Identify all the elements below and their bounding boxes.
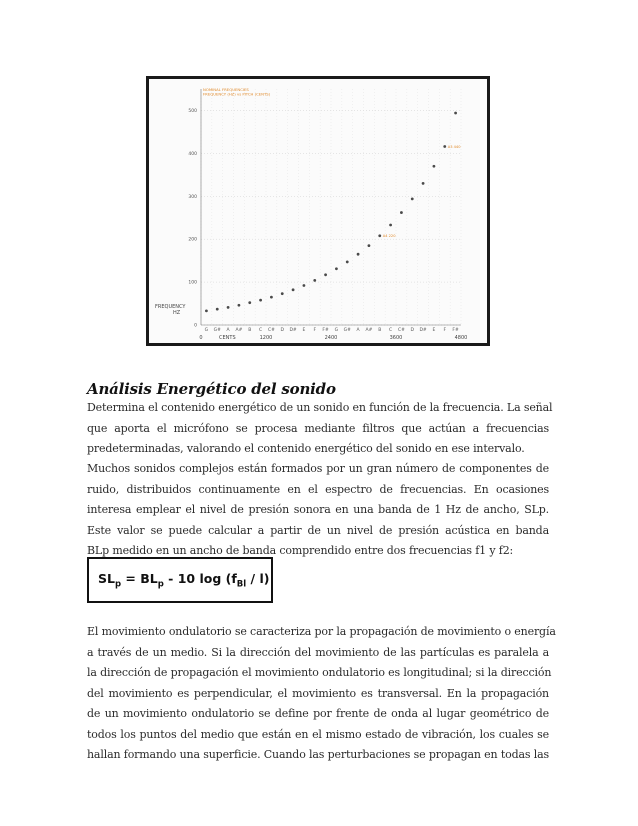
- note-tick-label: B: [248, 328, 252, 333]
- legend-line: FREQUENCY (HZ) vs PITCH (CENTS): [203, 91, 271, 97]
- note-tick-label: G#: [343, 328, 351, 333]
- note-tick-label: F#: [452, 328, 459, 333]
- data-point: [205, 309, 208, 312]
- point-annotation: A4 220: [382, 234, 396, 239]
- text-line: BLp medido en un ancho de banda comprendido entre dos frecuencias f1 y f2:: [87, 544, 514, 557]
- y-tick-label: 100: [188, 280, 197, 286]
- note-tick-label: G: [334, 328, 339, 333]
- data-point: [411, 197, 414, 200]
- note-tick-label: A: [356, 328, 360, 333]
- note-tick-label: F: [313, 328, 317, 333]
- note-tick-label: G: [204, 328, 209, 333]
- y-axis-label: FREQUENCY: [155, 303, 186, 310]
- data-point: [238, 304, 241, 307]
- text-line: todos los puntos del medio que están en el mismo estado de vibración, los cuales se: [87, 727, 549, 741]
- note-tick-label: E: [432, 328, 436, 333]
- note-tick-label: F#: [322, 328, 329, 333]
- text-line: Muchos sonidos complejos están formados por un gran número de componentes de: [87, 462, 549, 475]
- note-tick-label: D: [410, 328, 414, 333]
- text-line: que aporta el micrófono se procesa mediante filtros que actúan a frecuencias: [87, 421, 549, 435]
- note-tick-label: D#: [289, 328, 297, 333]
- data-point: [303, 284, 306, 287]
- data-point: [335, 267, 338, 270]
- x-tick-label: 0: [199, 335, 203, 341]
- paragraph-wave-motion: [87, 622, 556, 766]
- point-annotation: A3 440: [447, 144, 461, 149]
- note-tick-label: D#: [419, 328, 427, 333]
- text-line: Determina el contenido energético de un sonido en función de la frecuencia. La señal: [87, 401, 553, 414]
- x-tick-label: 3600: [389, 335, 403, 341]
- note-tick-label: A#: [365, 328, 373, 333]
- text-line: de un movimiento ondulatorio se define por frente de onda al lugar geométrico de: [87, 707, 549, 720]
- chart-image: [149, 79, 487, 343]
- data-point: [400, 211, 403, 214]
- legend-line: NOMINAL FREQUENCIES: [203, 87, 249, 92]
- text-line: hallan formando una superficie. Cuando las perturbaciones se propagan en todas las: [87, 748, 549, 761]
- data-point: [368, 244, 371, 247]
- text-line: El movimiento ondulatorio se caracteriza por la propagación de movimiento o energía: [87, 625, 556, 638]
- data-point: [324, 273, 327, 276]
- y-tick-label: 0: [194, 323, 197, 329]
- text-line: Este valor se puede calcular a partir de un nivel de presión acústica en banda: [87, 523, 549, 537]
- data-point: [454, 112, 457, 115]
- y-tick-label: 500: [188, 108, 197, 114]
- data-point: [357, 253, 360, 256]
- frequency-vs-cents-chart: [149, 79, 487, 343]
- data-point: [281, 292, 284, 295]
- data-point: [389, 224, 392, 227]
- y-axis-label-unit: HZ: [173, 309, 181, 316]
- note-tick-label: A: [226, 328, 230, 333]
- y-tick-label: 400: [188, 151, 197, 157]
- formula: $SL_p = BL_p - 10$ $\log (f_{Bl} / l)$: [98, 570, 270, 590]
- y-tick-label: 300: [188, 194, 197, 200]
- text-line: ruido, distribuidos continuamente en el espectro de frecuencias. En ocasiones: [87, 482, 549, 496]
- data-point: [378, 234, 381, 237]
- x-axis-label: CENTS: [219, 335, 236, 341]
- paragraph-energy-analysis: [87, 398, 553, 460]
- note-tick-label: C: [389, 328, 393, 333]
- text-line: del movimiento es perpendicular, el movimiento es transversal. En la propagación: [87, 686, 549, 700]
- data-point: [433, 165, 436, 168]
- note-tick-label: C#: [267, 328, 275, 333]
- data-point: [292, 288, 295, 291]
- data-point: [248, 301, 251, 304]
- note-tick-label: G#: [213, 328, 221, 333]
- section-heading: Análisis Energético del sonido: [87, 380, 336, 398]
- note-tick-label: C#: [397, 328, 405, 333]
- note-tick-label: A#: [235, 328, 243, 333]
- data-point: [216, 308, 219, 311]
- note-tick-label: E: [302, 328, 306, 333]
- text-line: interesa emplear el nivel de presión sonora en una banda de 1 Hz de ancho, SLp.: [87, 503, 549, 516]
- paragraph-spectrum-level: [87, 459, 549, 562]
- data-point: [270, 296, 273, 299]
- note-tick-label: D: [280, 328, 284, 333]
- text-line: la dirección de propagación el movimiento ondulatorio es longitudinal; si la dirección: [87, 666, 552, 679]
- data-point: [313, 279, 316, 282]
- note-tick-label: B: [378, 328, 382, 333]
- chart-image-frame: [146, 76, 490, 346]
- formula-box: [87, 557, 273, 603]
- note-tick-label: F: [443, 328, 447, 333]
- text-line: predeterminadas, valorando el contenido energético del sonido en ese intervalo.: [87, 442, 525, 455]
- data-point: [422, 182, 425, 185]
- data-point: [227, 306, 230, 309]
- x-tick-label: 2400: [324, 335, 338, 341]
- x-tick-label: 1200: [259, 335, 273, 341]
- y-tick-label: 200: [188, 237, 197, 243]
- text-line: a través de un medio. Si la dirección del movimiento de las partículas es paralela a: [87, 645, 549, 659]
- data-point: [443, 145, 446, 148]
- data-point: [259, 299, 262, 302]
- x-tick-label: 4800: [454, 335, 468, 341]
- note-tick-label: C: [259, 328, 263, 333]
- data-point: [346, 261, 349, 264]
